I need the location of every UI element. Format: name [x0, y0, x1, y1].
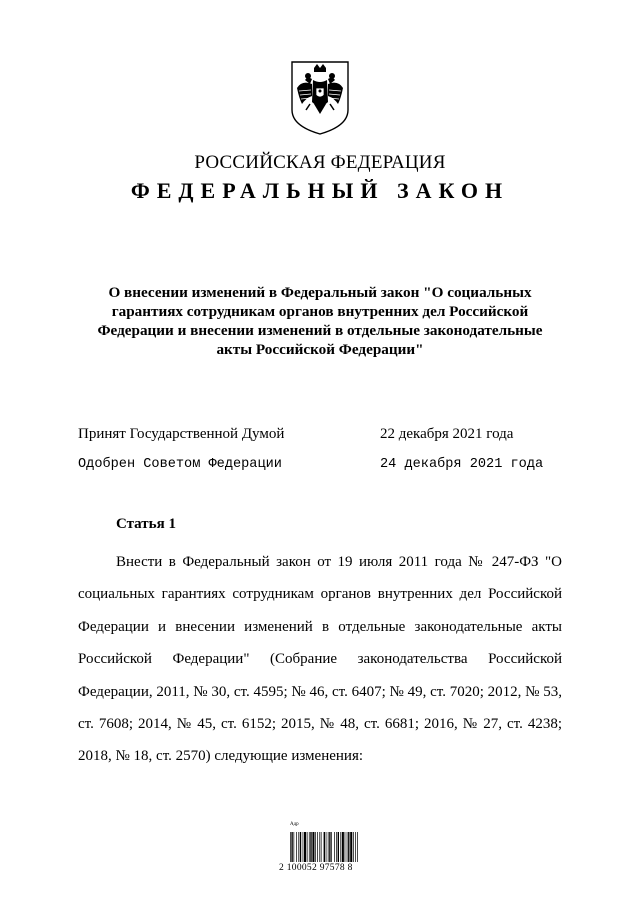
- approved-by-council-label: Одобрен Советом Федерации: [78, 457, 282, 472]
- country-name: РОССИЙСКАЯ ФЕДЕРАЦИЯ: [194, 152, 446, 173]
- law-title: О внесении изменений в Федеральный закон "О социальных гарантиях сотрудникам органов внутренних дел Российской Федерации и внесении изменений в отдельные законодательные акты Российской Федерации": [97, 284, 543, 358]
- barcode-number: 2 100052 97578 8: [279, 863, 353, 873]
- article-heading: Статья 1: [116, 516, 176, 532]
- article-body: Внести в Федеральный закон от 19 июля 2011 года № 247-ФЗ "О социальных гарантиях сотрудникам органов внутренних дел Российской Федерации и внесении изменений в отдельные законодательные акты Российской Федерации" (Собрание законодательства Российской Федерации, 2011, № 30, ст. 4595; № 46, ст. 6407; № 49, ст. 7020; 2012, № 53, ст. 7608; 2014, № 45, ст. 6152; 2015, № 48, ст. 6681; 2016, № 27, ст. 4238; 2018, № 18, ст. 2570) следующие изменения:: [78, 554, 562, 765]
- approved-by-council-date: 24 декабря 2021 года: [380, 457, 544, 472]
- law-type-heading: ФЕДЕРАЛЬНЫЙ ЗАКОН: [130, 178, 510, 203]
- adopted-by-duma-label: Принят Государственной Думой: [78, 426, 285, 442]
- barcode-caption: Адр: [290, 822, 299, 827]
- coat-of-arms-icon: [288, 58, 352, 136]
- adopted-by-duma-date: 22 декабря 2021 года: [380, 426, 514, 442]
